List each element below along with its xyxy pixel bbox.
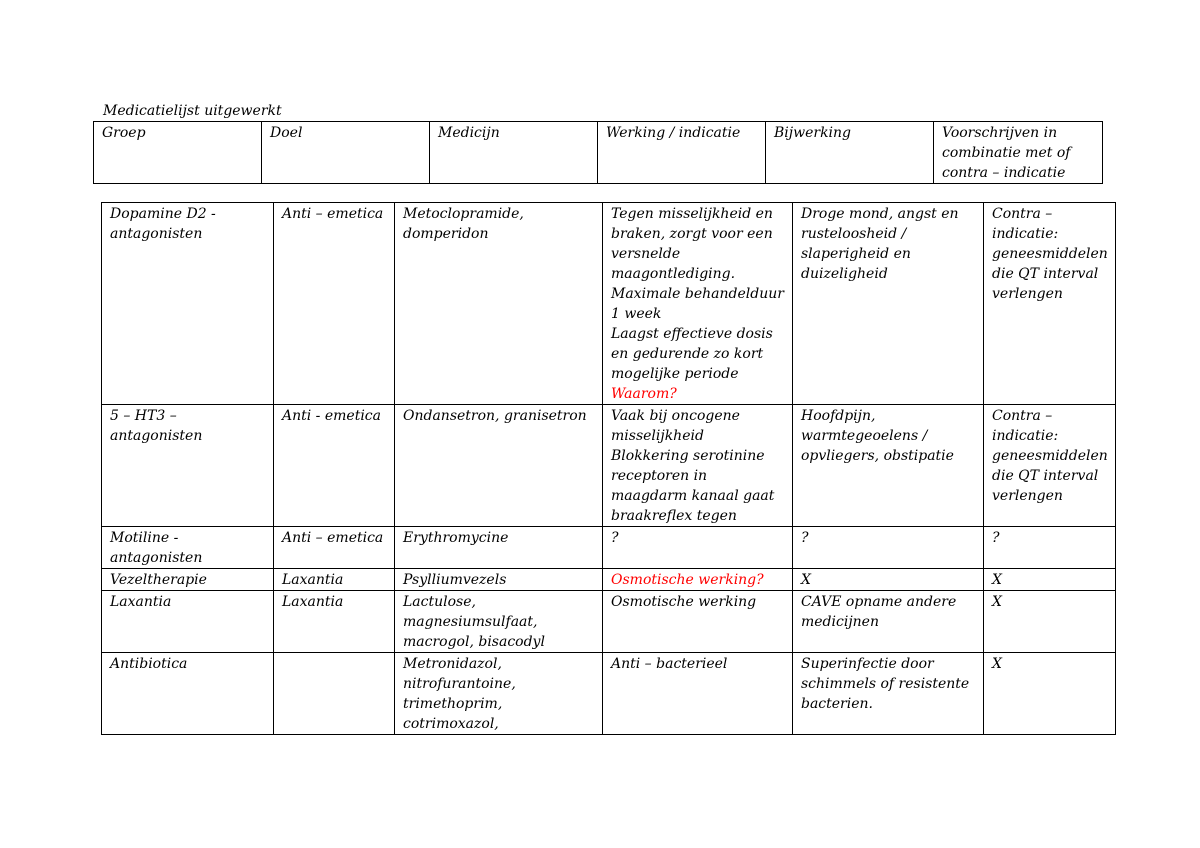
header-row (94, 122, 1103, 184)
header-medicijn: Medicijn (430, 122, 598, 184)
table-row (102, 591, 1116, 653)
cell-medicijn: Psylliumvezels (395, 569, 603, 591)
table-row (102, 203, 1116, 405)
cell-doel: Anti - emetica (274, 405, 395, 527)
cell-bijwerking: Droge mond, angst en rusteloosheid / slaperigheid en duizeligheid (793, 203, 984, 405)
cell-doel: Anti – emetica (274, 203, 395, 405)
werking-text: Vaak bij oncogene misselijkheid (611, 408, 740, 444)
header-werking: Werking / indicatie (598, 122, 766, 184)
cell-werking (603, 203, 793, 405)
header-table (93, 121, 1103, 184)
cell-groep: Laxantia (102, 591, 274, 653)
table-row (102, 653, 1116, 735)
cell-voorschrijven: X (984, 591, 1116, 653)
cell-voorschrijven: ? (984, 527, 1116, 569)
werking-extra-text: Blokkering serotinine receptoren in maagdarm kanaal gaat braakreflex tegen (611, 448, 775, 524)
cell-doel: Laxantia (274, 591, 395, 653)
cell-voorschrijven: X (984, 653, 1116, 735)
table-row (102, 569, 1116, 591)
cell-werking: Osmotische werking (603, 591, 793, 653)
header-doel: Doel (262, 122, 430, 184)
werking-text: Tegen misselijkheid en braken, zorgt voor een versnelde maagontlediging. Maximale behandelduur 1 week (611, 206, 784, 322)
header-groep: Groep (94, 122, 262, 184)
header-voorschrijven: Voorschrijven in combinatie met of contra – indicatie (934, 122, 1103, 184)
cell-groep: Dopamine D2 - antagonisten (102, 203, 274, 405)
cell-groep: 5 – HT3 – antagonisten (102, 405, 274, 527)
cell-medicijn: Metoclopramide, domperidon (395, 203, 603, 405)
werking-question: Waarom? (611, 386, 677, 402)
cell-doel: Anti – emetica (274, 527, 395, 569)
cell-voorschrijven: Contra – indicatie: geneesmiddelen die QT interval verlengen (984, 203, 1116, 405)
werking-extra-text: Laagst effectieve dosis en gedurende zo kort mogelijke periode (611, 326, 773, 382)
cell-groep: Vezeltherapie (102, 569, 274, 591)
cell-bijwerking: X (793, 569, 984, 591)
cell-voorschrijven: Contra – indicatie: geneesmiddelen die QT interval verlengen (984, 405, 1116, 527)
cell-bijwerking: Superinfectie door schimmels of resistente bacterien. (793, 653, 984, 735)
cell-medicijn: Erythromycine (395, 527, 603, 569)
cell-werking (603, 405, 793, 527)
cell-werking: Osmotische werking? (603, 569, 793, 591)
cell-werking: ? (603, 527, 793, 569)
medication-table (101, 202, 1116, 735)
document-title: Medicatielijst uitgewerkt (103, 103, 282, 119)
cell-medicijn: Metronidazol, nitrofurantoine, trimethoprim, cotrimoxazol, (395, 653, 603, 735)
table-row (102, 405, 1116, 527)
cell-bijwerking: CAVE opname andere medicijnen (793, 591, 984, 653)
cell-medicijn: Ondansetron, granisetron (395, 405, 603, 527)
cell-doel (274, 653, 395, 735)
cell-groep: Antibiotica (102, 653, 274, 735)
cell-voorschrijven: X (984, 569, 1116, 591)
cell-medicijn: Lactulose, magnesiumsulfaat, macrogol, bisacodyl (395, 591, 603, 653)
table-row (102, 527, 1116, 569)
cell-bijwerking: Hoofdpijn, warmtegeoelens / opvliegers, obstipatie (793, 405, 984, 527)
cell-doel: Laxantia (274, 569, 395, 591)
cell-groep: Motiline - antagonisten (102, 527, 274, 569)
cell-werking: Anti – bacterieel (603, 653, 793, 735)
cell-bijwerking: ? (793, 527, 984, 569)
header-bijwerking: Bijwerking (766, 122, 934, 184)
